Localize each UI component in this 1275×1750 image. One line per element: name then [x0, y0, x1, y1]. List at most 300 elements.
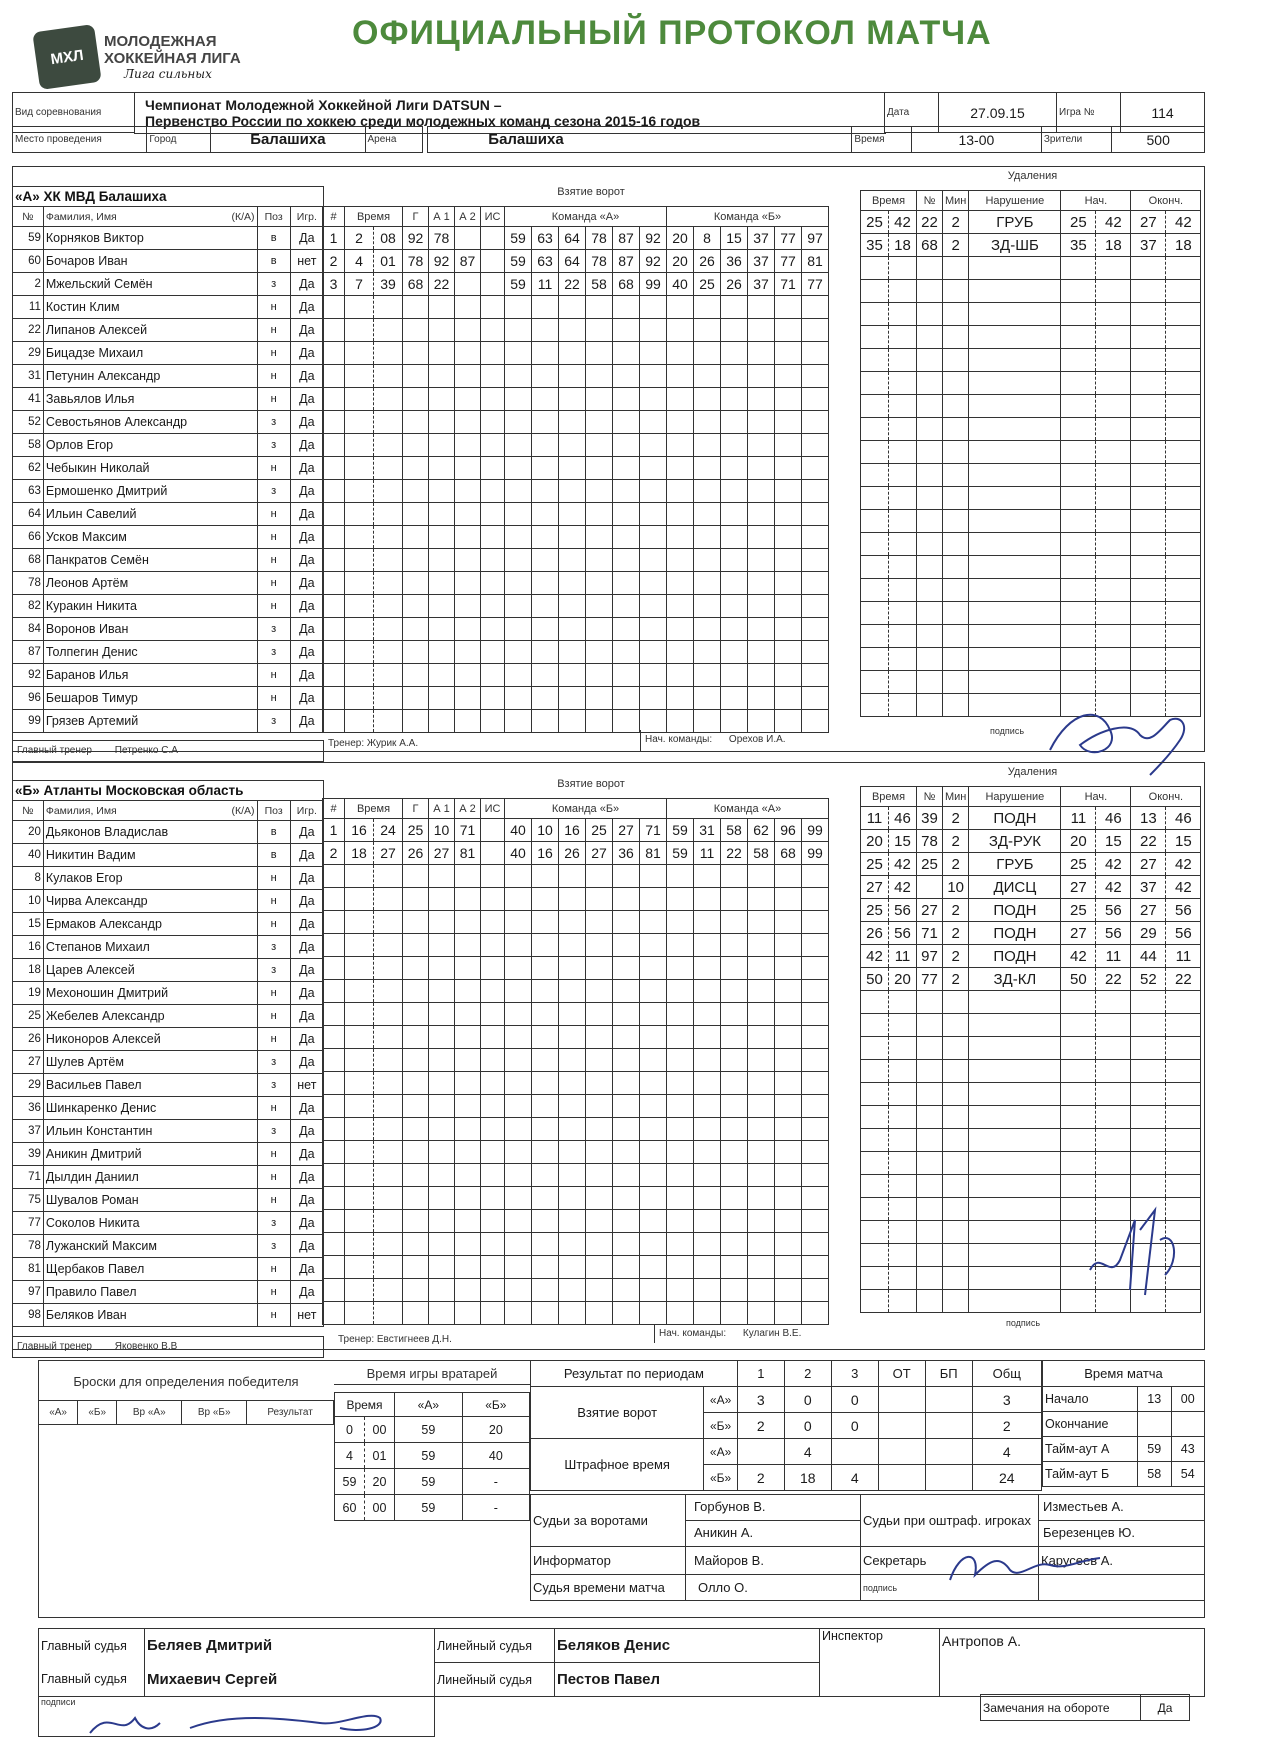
goals-row-label: Взятие ворот: [531, 1387, 704, 1439]
player-played: Да: [290, 480, 323, 503]
gk-team-a: 59: [395, 1469, 463, 1495]
pen-start-sec: [1096, 1175, 1131, 1198]
goal-assist2: [455, 1141, 481, 1164]
onice-team-1: [613, 549, 640, 572]
time-value: 13-00: [911, 127, 1041, 153]
goal-assist1: [429, 549, 455, 572]
player-row: [13, 1281, 324, 1304]
onice-team-2: [667, 365, 694, 388]
player-position: н: [257, 1281, 290, 1304]
goal-assist2: [455, 980, 481, 1003]
period-col: Общ: [972, 1361, 1041, 1387]
pen-minutes: [943, 1290, 969, 1313]
goal-assist1: [429, 342, 455, 365]
goal-assist2: [455, 1026, 481, 1049]
player-row: [13, 1189, 324, 1212]
player-name: Бешаров Тимур: [43, 687, 257, 710]
onice-team-2: [721, 1256, 748, 1279]
secretary-label: Секретарь: [861, 1547, 1039, 1575]
penalty-row: [861, 968, 1201, 991]
goal-scorer: [403, 503, 429, 526]
player-number: 20: [13, 821, 44, 844]
goal-sec: [374, 618, 403, 641]
pen-minutes: [943, 1014, 969, 1037]
goal-assist2: [455, 1095, 481, 1118]
player-position: н: [257, 687, 290, 710]
onice-team-1: [586, 434, 613, 457]
goal-sec: 39: [374, 273, 403, 296]
goal-assist2: [455, 434, 481, 457]
onice-team-1: [613, 1003, 640, 1026]
onice-team-2: [802, 1141, 829, 1164]
onice-team-2: [721, 911, 748, 934]
onice-team-2: [748, 572, 775, 595]
goal-sec: [374, 434, 403, 457]
pen-player: [917, 1244, 943, 1267]
goal-min: [345, 618, 374, 641]
onice-team-2: [775, 1279, 802, 1302]
pen-infraction: ГРУБ: [969, 211, 1061, 234]
pen-col-no: №: [917, 191, 943, 211]
pen-end-sec: [1166, 602, 1201, 625]
penalty-row: [861, 899, 1201, 922]
onice-team-2: [667, 1187, 694, 1210]
goal-row: [323, 549, 829, 572]
onice-team-1: 64: [559, 250, 586, 273]
pen-time-min: [861, 418, 889, 441]
onice-team-2: 37: [748, 227, 775, 250]
player-name: Степанов Михаил: [43, 936, 257, 959]
pen-time-sec: [889, 1221, 917, 1244]
pen-end-sec: [1166, 441, 1201, 464]
pen-end-min: [1131, 395, 1166, 418]
player-number: 22: [13, 319, 44, 342]
gk-row: [335, 1443, 530, 1469]
onice-team-2: [694, 1279, 721, 1302]
onice-team-2: [667, 503, 694, 526]
pen-end-min: [1131, 1014, 1166, 1037]
pen-col-min: Мин: [943, 191, 969, 211]
goal-min: 4: [345, 250, 374, 273]
pen-minutes: [943, 257, 969, 280]
col-team-a: Команда «А»: [505, 207, 667, 227]
player-position: з: [257, 434, 290, 457]
onice-team-2: [775, 618, 802, 641]
onice-team-1: [532, 595, 559, 618]
pen-col-time: Время: [861, 191, 917, 211]
goal-assist1: [429, 1026, 455, 1049]
pen-player: 22: [917, 211, 943, 234]
penalty-row: [861, 533, 1201, 556]
onice-team-1: [613, 618, 640, 641]
pen-player: 77: [917, 968, 943, 991]
start-h: 13: [1138, 1387, 1172, 1412]
penalty-row: [861, 1129, 1201, 1152]
player-played: Да: [290, 867, 323, 890]
onice-team-2: [694, 934, 721, 957]
onice-team-1: [640, 549, 667, 572]
pen-infraction: [969, 510, 1061, 533]
gk-sec: 01: [365, 1443, 395, 1469]
player-position: в: [257, 821, 290, 844]
onice-team-1: 63: [532, 250, 559, 273]
pen-time-min: [861, 303, 889, 326]
onice-team-2: [802, 957, 829, 980]
pen-end-sec: [1166, 395, 1201, 418]
onice-team-1: [613, 1233, 640, 1256]
onice-team-2: [775, 595, 802, 618]
pen-end-min: 27: [1131, 899, 1166, 922]
player-name: Чирва Александр: [43, 890, 257, 913]
pen-time-min: 25: [861, 211, 889, 234]
goal-scorer: [403, 549, 429, 572]
goal-row: [323, 388, 829, 411]
pen-minutes: 2: [943, 945, 969, 968]
onice-team-1: [505, 434, 532, 457]
pen-end-sec: [1166, 487, 1201, 510]
onice-team-2: [802, 549, 829, 572]
pen-end-min: [1131, 326, 1166, 349]
onice-team-2: [748, 1302, 775, 1325]
goal-number: [323, 664, 345, 687]
player-played: Да: [290, 664, 323, 687]
pen-player: [917, 533, 943, 556]
goal-number: [323, 388, 345, 411]
onice-team-1: [640, 1164, 667, 1187]
onice-team-1: [532, 664, 559, 687]
goal-scorer: [403, 1141, 429, 1164]
gk-min: 4: [335, 1443, 365, 1469]
goal-situation: [481, 842, 505, 865]
player-name: Никитин Вадим: [43, 844, 257, 867]
onice-team-2: [694, 1187, 721, 1210]
onice-team-2: [775, 411, 802, 434]
goal-situation: [481, 865, 505, 888]
onice-team-1: [586, 549, 613, 572]
player-number: 64: [13, 503, 44, 526]
player-row: [13, 687, 324, 710]
onice-team-2: [667, 957, 694, 980]
pen-start-sec: [1096, 991, 1131, 1014]
onice-team-2: [667, 888, 694, 911]
pen-minutes: [943, 487, 969, 510]
onice-team-1: [586, 342, 613, 365]
onice-team-2: [667, 526, 694, 549]
pen-player: 71: [917, 922, 943, 945]
onice-team-1: [532, 388, 559, 411]
player-name: Шувалов Роман: [43, 1189, 257, 1212]
onice-team-1: [532, 1095, 559, 1118]
onice-team-1: [613, 457, 640, 480]
goal-number: [323, 1164, 345, 1187]
goal-situation: [481, 1164, 505, 1187]
goal-row: [323, 865, 829, 888]
remarks-value: Да: [1141, 1695, 1190, 1721]
pen-infraction: [969, 625, 1061, 648]
pen-infraction: [969, 1198, 1061, 1221]
goal-assist2: [455, 457, 481, 480]
pen-minutes: [943, 602, 969, 625]
pen-end-sec: [1166, 464, 1201, 487]
player-position: н: [257, 342, 290, 365]
pen-start-min: [1061, 395, 1096, 418]
goal-assist1: [429, 888, 455, 911]
goal-scorer: [403, 1256, 429, 1279]
goal-min: [345, 595, 374, 618]
goal-row: [323, 1049, 829, 1072]
pen-minutes: [943, 441, 969, 464]
col-name: [43, 801, 257, 821]
pen-time-sec: 56: [889, 899, 917, 922]
onice-team-2: 97: [802, 227, 829, 250]
team-b-title: «Б» Атланты Московская область: [13, 781, 324, 801]
onice-team-1: [613, 1210, 640, 1233]
player-row: [13, 936, 324, 959]
pen-minutes: [943, 510, 969, 533]
goal-assist1: [429, 664, 455, 687]
pen-time-sec: [889, 441, 917, 464]
pen-end-min: 27: [1131, 211, 1166, 234]
onice-team-2: 31: [694, 819, 721, 842]
col-a2: А 2: [455, 799, 481, 819]
pen-time-min: [861, 1060, 889, 1083]
pen-start-sec: 42: [1096, 876, 1131, 899]
col-a1: А 1: [429, 207, 455, 227]
pen-start-sec: [1096, 1106, 1131, 1129]
onice-team-2: 77: [802, 273, 829, 296]
goal-situation: [481, 1302, 505, 1325]
pen-time-min: [861, 1198, 889, 1221]
goal-number: [323, 1026, 345, 1049]
chief-label: Нач. команды:: [659, 1328, 727, 1339]
timeout-a-s: 43: [1171, 1437, 1205, 1462]
pen-start-min: 20: [1061, 830, 1096, 853]
goal-assist1: [429, 865, 455, 888]
goal-assist1: [429, 1256, 455, 1279]
pen-minutes: [943, 1221, 969, 1244]
goal-scorer: [403, 1164, 429, 1187]
goal-assist1: [429, 503, 455, 526]
pim-a-tag: «А»: [704, 1439, 738, 1465]
pen-start-min: [1061, 418, 1096, 441]
goal-row: [323, 595, 829, 618]
goal-row: [323, 911, 829, 934]
onice-team-1: [586, 1187, 613, 1210]
pen-minutes: [943, 280, 969, 303]
pen-end-min: [1131, 418, 1166, 441]
onice-team-1: [586, 641, 613, 664]
pen-time-sec: 15: [889, 830, 917, 853]
pen-player: [917, 303, 943, 326]
penalty-row: [861, 510, 1201, 533]
onice-team-2: [667, 388, 694, 411]
onice-team-2: [694, 1118, 721, 1141]
goal-scorer: [403, 1095, 429, 1118]
pen-col-start: Нач.: [1061, 191, 1131, 211]
onice-team-2: 58: [721, 819, 748, 842]
col-a2: А 2: [455, 207, 481, 227]
player-name: Куракин Никита: [43, 595, 257, 618]
player-position: з: [257, 618, 290, 641]
pen-start-min: [1061, 1060, 1096, 1083]
head-coach-label: Главный тренер: [17, 745, 92, 756]
goal-sec: [374, 319, 403, 342]
team-b-roster: [12, 780, 324, 1327]
onice-team-2: [748, 1187, 775, 1210]
player-position: н: [257, 1028, 290, 1051]
onice-team-2: [694, 296, 721, 319]
ref2-value: Михаевич Сергей: [145, 1663, 435, 1697]
onice-team-2: [748, 1072, 775, 1095]
player-name: Мжельский Семён: [43, 273, 257, 296]
onice-team-1: [559, 710, 586, 733]
onice-team-1: [559, 1210, 586, 1233]
goal-situation: [481, 1026, 505, 1049]
player-position: н: [257, 365, 290, 388]
start-m: 00: [1171, 1387, 1205, 1412]
goal-assist1: [429, 1003, 455, 1026]
onice-team-1: [532, 296, 559, 319]
onice-team-1: [640, 572, 667, 595]
pen-start-sec: 42: [1096, 211, 1131, 234]
player-row: [13, 641, 324, 664]
goal-sec: [374, 595, 403, 618]
player-row: [13, 1051, 324, 1074]
player-played: нет: [290, 250, 323, 273]
pen-start-min: [1061, 1106, 1096, 1129]
goal-row: [323, 1003, 829, 1026]
pen-time-min: [861, 602, 889, 625]
pen-infraction: [969, 1267, 1061, 1290]
pen-end-min: [1131, 441, 1166, 464]
onice-team-1: 27: [613, 819, 640, 842]
onice-team-2: [694, 342, 721, 365]
pen-end-sec: [1166, 991, 1201, 1014]
goal-row: [323, 1210, 829, 1233]
pen-player: [917, 441, 943, 464]
onice-team-2: [748, 503, 775, 526]
pen-time-sec: 42: [889, 211, 917, 234]
goal-judge-1: Горбунов В.: [686, 1495, 860, 1521]
goal-number: [323, 1003, 345, 1026]
onice-team-1: [586, 1003, 613, 1026]
goal-number: [323, 572, 345, 595]
pen-player: [917, 579, 943, 602]
onice-team-1: [586, 503, 613, 526]
onice-team-1: [613, 434, 640, 457]
pen-player: [917, 1014, 943, 1037]
onice-team-1: [559, 296, 586, 319]
onice-team-2: [775, 1003, 802, 1026]
onice-team-2: [748, 1026, 775, 1049]
goal-sec: [374, 1210, 403, 1233]
goal-assist2: 87: [455, 250, 481, 273]
onice-team-2: [802, 1210, 829, 1233]
onice-team-1: [613, 503, 640, 526]
player-played: Да: [290, 1051, 323, 1074]
player-played: Да: [290, 710, 323, 733]
onice-team-1: [613, 1164, 640, 1187]
goal-situation: [481, 342, 505, 365]
onice-team-2: [802, 526, 829, 549]
onice-team-2: [775, 1256, 802, 1279]
onice-team-2: 26: [721, 273, 748, 296]
goal-number: [323, 1141, 345, 1164]
goal-row: [323, 1256, 829, 1279]
inspector-label: Инспектор: [820, 1629, 940, 1697]
goal-assist1: 10: [429, 819, 455, 842]
player-name: Севостьянов Александр: [43, 411, 257, 434]
onice-team-1: [586, 1210, 613, 1233]
onice-team-1: [559, 664, 586, 687]
remarks-table: [980, 1694, 1190, 1721]
onice-team-1: [586, 1049, 613, 1072]
onice-team-2: 40: [667, 273, 694, 296]
goal-min: [345, 503, 374, 526]
onice-team-2: [775, 980, 802, 1003]
penalty-row: [861, 1106, 1201, 1129]
goal-sec: [374, 1164, 403, 1187]
goal-assist2: [455, 365, 481, 388]
goal-situation: [481, 687, 505, 710]
player-played: Да: [290, 319, 323, 342]
goal-assist1: [429, 595, 455, 618]
penalty-row: [861, 1152, 1201, 1175]
goal-situation: [481, 1141, 505, 1164]
goal-assist1: [429, 365, 455, 388]
pen-end-sec: [1166, 1152, 1201, 1175]
onice-team-2: [748, 1049, 775, 1072]
onice-team-1: [505, 1141, 532, 1164]
onice-team-2: [694, 595, 721, 618]
period-col: 3: [831, 1361, 878, 1387]
onice-team-2: [775, 1187, 802, 1210]
goal-number: [323, 1210, 345, 1233]
onice-team-2: [721, 1187, 748, 1210]
onice-team-1: [532, 457, 559, 480]
ref1-label: Главный судья: [39, 1629, 145, 1663]
pen-time-min: [861, 671, 889, 694]
player-name: Дьяконов Владислав: [43, 821, 257, 844]
pen-minutes: [943, 1267, 969, 1290]
onice-team-2: [667, 1072, 694, 1095]
goal-number: [323, 865, 345, 888]
onice-team-2: [775, 365, 802, 388]
pen-start-sec: 22: [1096, 968, 1131, 991]
pen-time-min: [861, 648, 889, 671]
pen-time-sec: [889, 395, 917, 418]
player-row: [13, 365, 324, 388]
col-name-text: Фамилия, Имя: [45, 804, 117, 817]
pen-col-min: Мин: [943, 787, 969, 807]
goal-sec: [374, 1095, 403, 1118]
onice-team-1: [505, 595, 532, 618]
onice-team-1: 78: [586, 227, 613, 250]
penalty-row: [861, 257, 1201, 280]
penalty-row: [861, 395, 1201, 418]
pen-end-min: 29: [1131, 922, 1166, 945]
pen-start-min: 35: [1061, 234, 1096, 257]
goal-row: [323, 434, 829, 457]
pen-start-sec: [1096, 372, 1131, 395]
player-name: Аникин Дмитрий: [43, 1143, 257, 1166]
onice-team-2: [721, 365, 748, 388]
onice-team-1: [640, 980, 667, 1003]
remarks-label: Замечания на обороте: [981, 1695, 1141, 1721]
onice-team-1: [505, 342, 532, 365]
goal-min: [345, 296, 374, 319]
onice-team-2: [748, 641, 775, 664]
